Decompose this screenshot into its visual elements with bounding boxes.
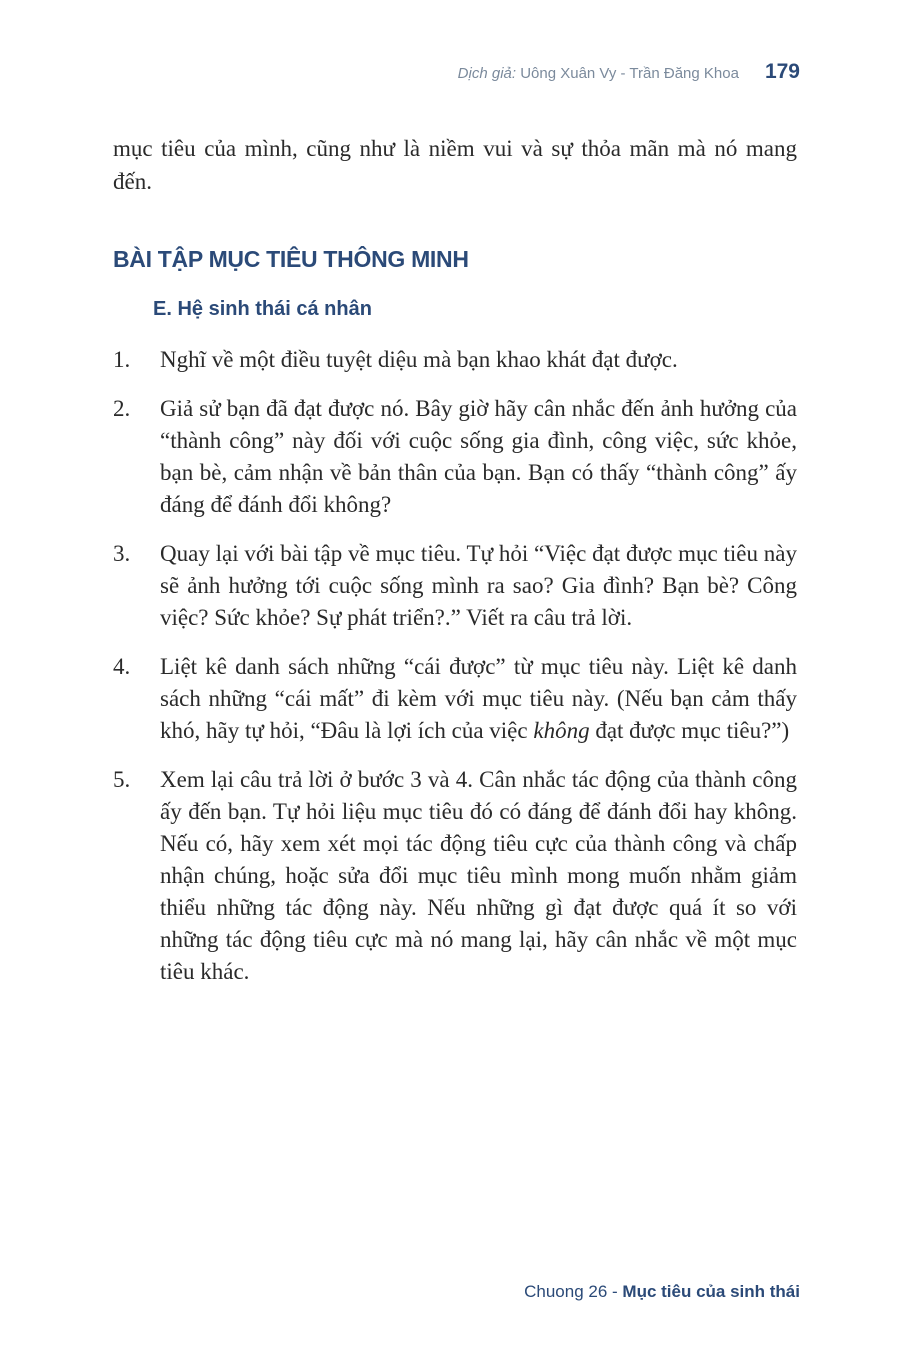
step-item-2 [113, 393, 797, 521]
section-title: BÀI TẬP MỤC TIÊU THÔNG MINH [113, 246, 469, 272]
translator-label: Dịch giả: [457, 65, 517, 82]
subsection-title: E. Hệ sinh thái cá nhân [153, 298, 372, 320]
step-text: Quay lại với bài tập về mục tiêu. Tự hỏi “Việc đạt được mục tiêu này sẽ ảnh hưởng tới cuộc sống mình ra sao? Gia đình? Bạn bè? Công việc? Sức khỏe? Sự phát triển?.” Viết ra câu trả lời. [160, 541, 797, 630]
step-text: Xem lại câu trả lời ở bước 3 và 4. Cân nhắc tác động của thành công ấy đến bạn. Tự hỏi liệu mục tiêu đó có đáng để đánh đổi hay không. Nếu có, hãy xem xét mọi tác động tiêu cực của thành công và chấp nhận chúng, hoặc sửa đổi mục tiêu mình mong muốn nhằm giảm thiểu những tác động này. Nếu những gì đạt được quá ít so với những tác động tiêu cực mà nó mang lại, hãy cân nhắc về một mục tiêu khác. [160, 767, 797, 984]
step-item-1 [113, 344, 797, 376]
translator-names: Uông Xuân Vy - Trần Đăng Khoa [516, 65, 739, 82]
running-footer [524, 1282, 800, 1302]
step-text [160, 651, 797, 747]
step-number: 4. [113, 654, 131, 679]
page-content [113, 132, 797, 1005]
step-text-emphasis: không [533, 718, 590, 743]
step-text: Giả sử bạn đã đạt được nó. Bây giờ hãy cân nhắc đến ảnh hưởng của “thành công” này đối với cuộc sống gia đình, công việc, sức khỏe, bạn bè, cảm nhận về bản thân của bạn. Bạn có thấy “thành công” ấy đáng để đánh đổi không? [160, 396, 797, 517]
step-number: 3. [113, 541, 131, 566]
exercise-steps [113, 344, 797, 988]
translator-credit [458, 65, 739, 82]
intro-paragraph: mục tiêu của mình, cũng như là niềm vui và sự thỏa mãn mà nó mang đến. [113, 136, 797, 194]
step-item-4 [113, 651, 797, 747]
step-number: 1. [113, 347, 131, 372]
step-item-3 [113, 538, 797, 634]
step-text: Nghĩ về một điều tuyệt diệu mà bạn khao khát đạt được. [160, 347, 678, 372]
chapter-label: Chuong 26 - [524, 1282, 623, 1301]
step-number: 2. [113, 396, 131, 421]
step-text-part: đạt được mục tiêu?”) [589, 718, 790, 743]
running-header [458, 60, 800, 84]
page-number: 179 [764, 60, 800, 83]
chapter-title: Mục tiêu của sinh thái [622, 1282, 800, 1301]
step-number: 5. [113, 767, 131, 792]
step-text-part: Liệt kê danh sách những “cái được” từ mục tiêu này. Liệt kê danh sách những “cái mất” đi kèm với mục tiêu này. (Nếu bạn cảm thấy khó, hãy tự hỏi, “Đâu là lợi ích của việc [160, 654, 797, 743]
step-item-5 [113, 764, 797, 988]
